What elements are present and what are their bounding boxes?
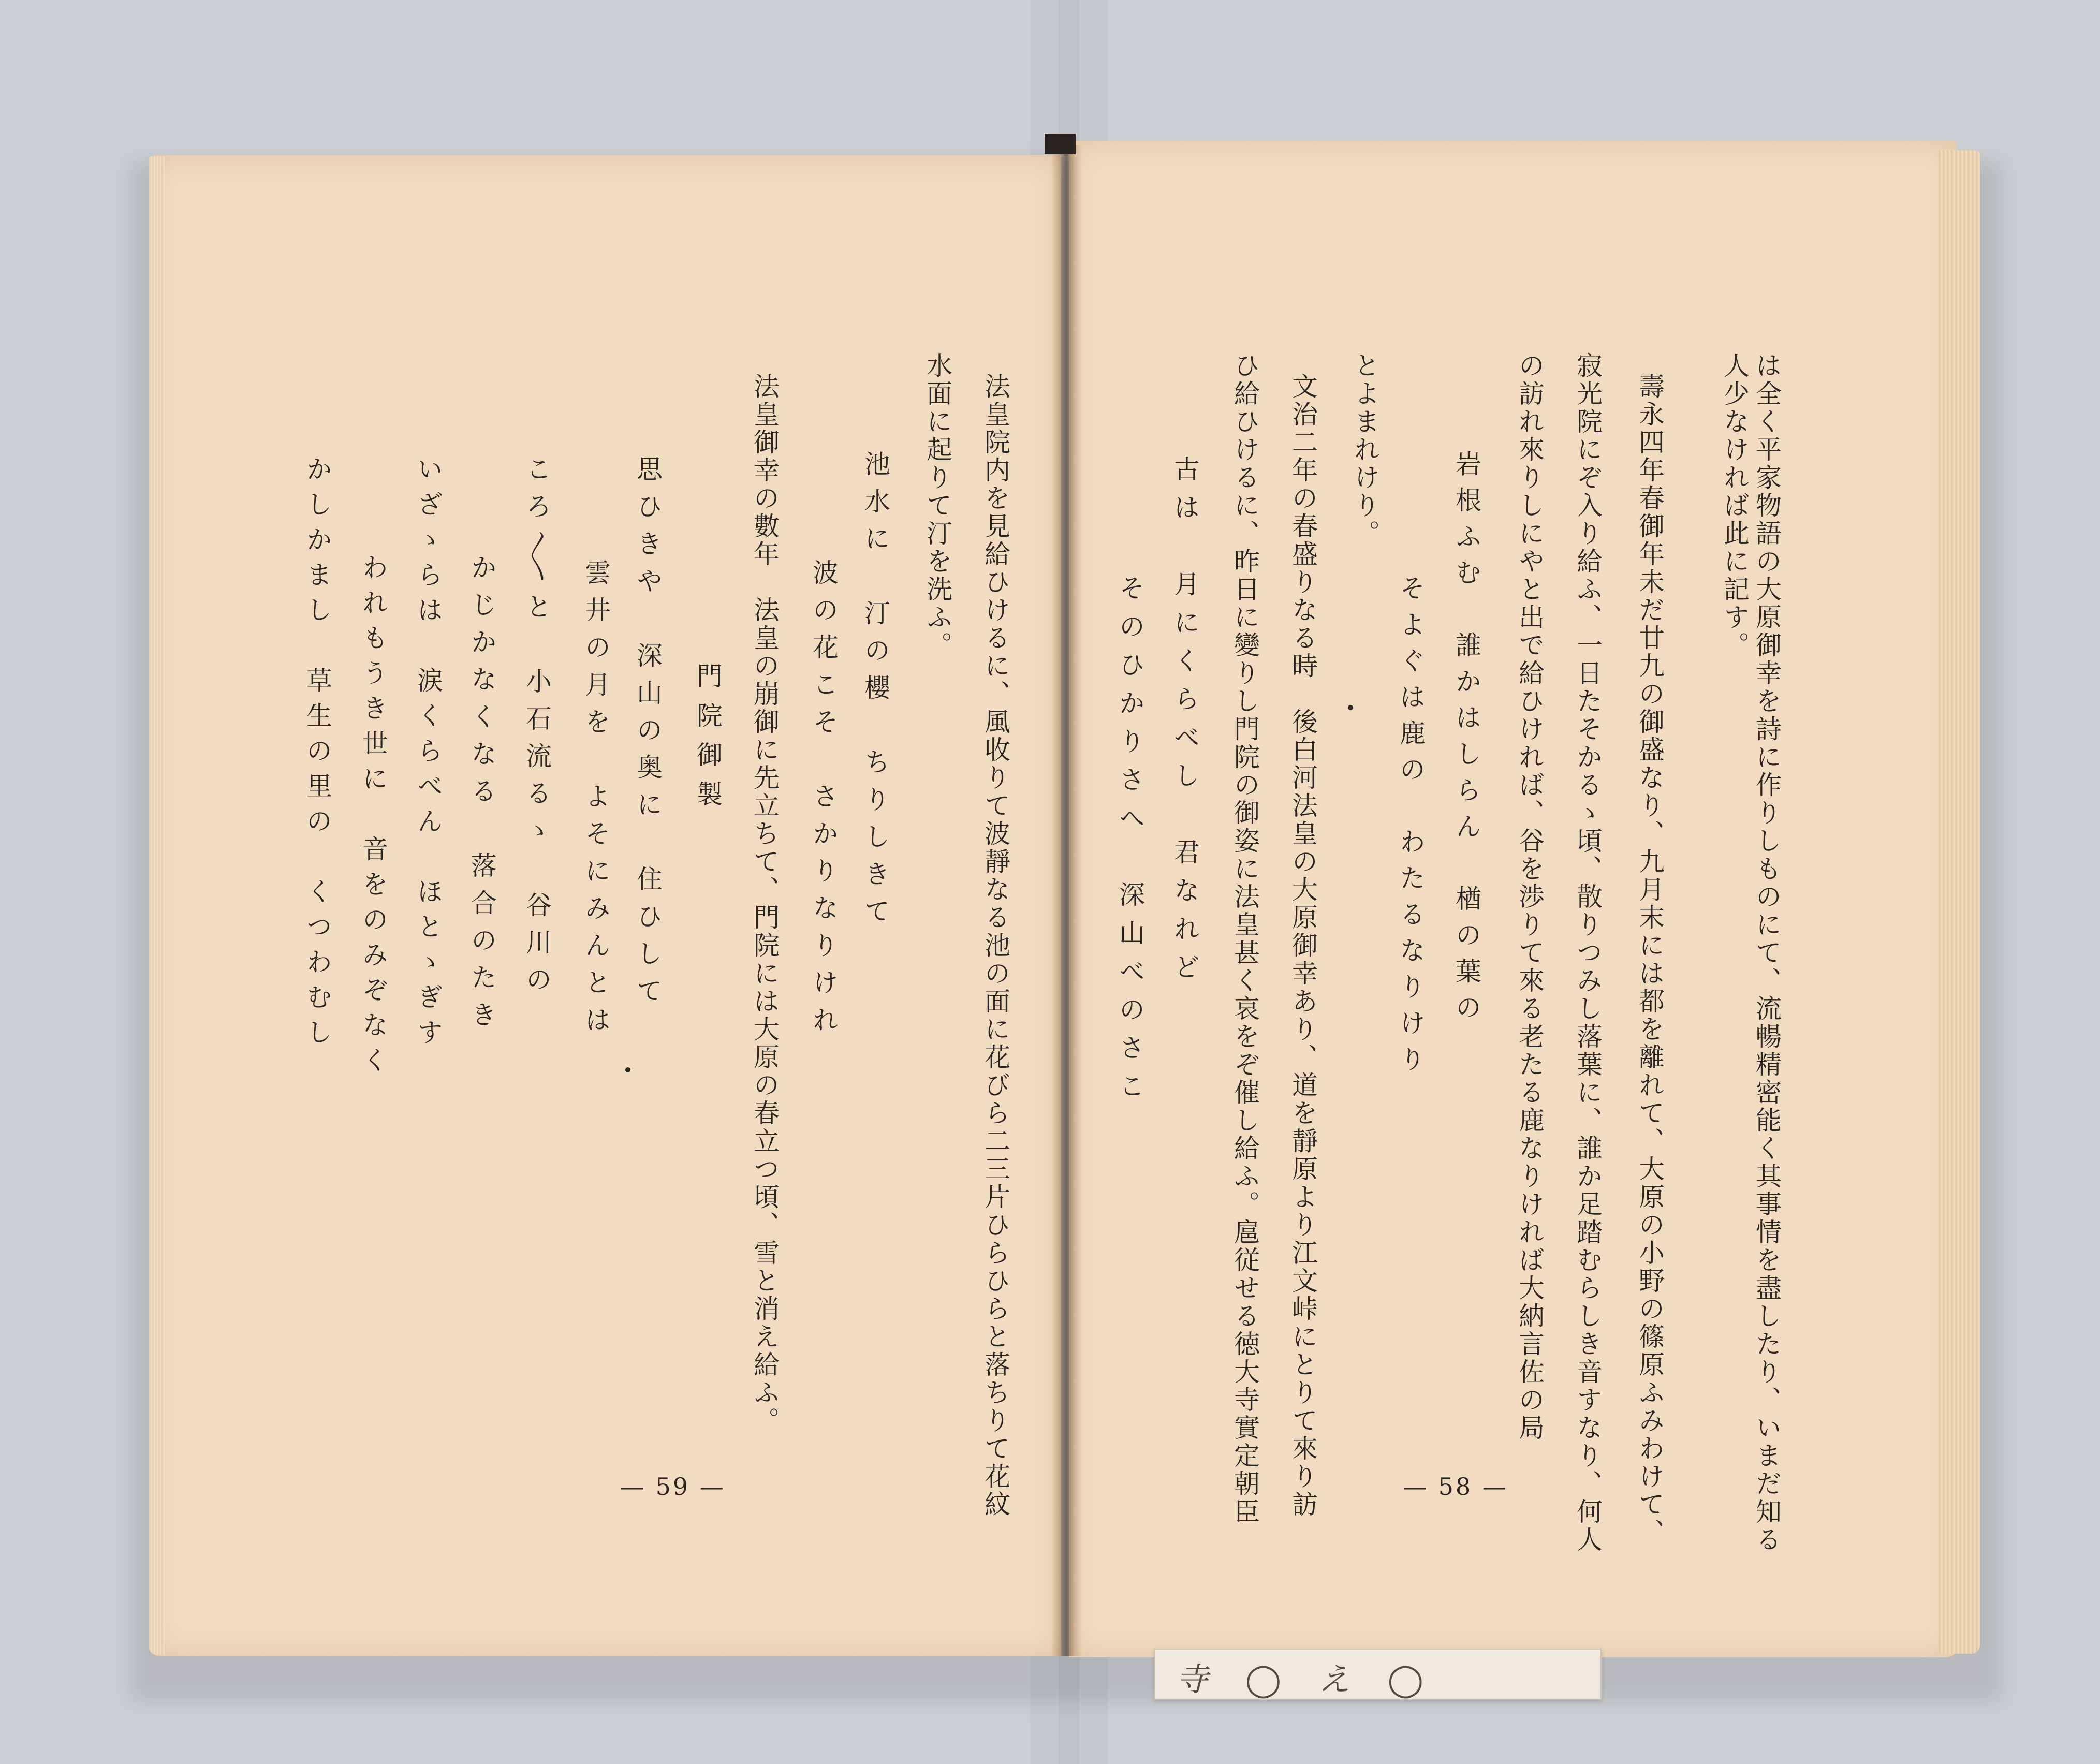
left-page-poem-2b: 雲井の月を よそにみんとは	[581, 559, 611, 1043]
right-page-col-5: の訪れ來りしにやと出で給ひければ、谷を渉りて來る老たる鹿なりければ大納言佐の局	[1515, 352, 1545, 1442]
right-page-col-3: 壽永四年春御年未だ廿九の御盛なり、九月末には都を離れて、大原の小野の篠原ふみわけて、	[1635, 373, 1665, 1547]
left-page-poem-3a: ころ〳〵と 小石流るゝ 谷川の	[522, 455, 552, 1003]
right-page-col-9: 文治二年の春盛りなる時 後白河法皇の大原御幸あり、道を靜原より江文峠にとりて來り訪	[1288, 373, 1318, 1519]
right-page-poem-1a: 岩根ふむ 誰かはしらん 楢の葉の	[1451, 450, 1481, 1030]
left-page-poem-1b: 波の花こそ さかりなりけれ	[809, 559, 839, 1043]
paper-slip-writing: 寺 ◯ え ◯	[1176, 1660, 1437, 1698]
right-page-col-1: は全く平家物語の大原御幸を詩に作りしものにて、流暢精密能く其事情を盡したり、いまだ知る	[1752, 352, 1782, 1554]
right-page-col-2: 人少なければ此に記す。	[1720, 352, 1750, 659]
right-page-poem-1b: そよぐは鹿の わたるなりけり	[1396, 575, 1426, 1082]
left-page-col-1: 法皇院内を見給ひけるに、風收りて波靜なる池の面に花びら二三片ひらひらと落ちりて花紋	[980, 373, 1010, 1519]
stray-dot-left	[625, 1067, 630, 1072]
right-page-col-4: 寂光院にぞ入り給ふ、一日たそかるゝ頃、散りつみし落葉に、誰か足踏むらしき音すなり、何人	[1573, 352, 1603, 1554]
right-page	[1069, 141, 1957, 1657]
right-page-col-8: とよまれけり。	[1350, 352, 1380, 548]
book-gutter	[1051, 145, 1082, 1656]
left-page-poem-2a: 思ひきや 深山の奥に 住ひして	[633, 455, 663, 1015]
left-page-poem-3b: かじかなくなる 落合のたき	[467, 554, 497, 1038]
left-page-col-5: 法皇御幸の數年 法皇の崩御に先立ちて、門院には大原の春立つ頃、雪と消え給ふ。	[750, 373, 780, 1435]
left-page-col-2: 水面に起りて汀を洗ふ。	[922, 352, 952, 659]
left-page-poem-4a: いざゝらは 涙くらべん ほとゝぎす	[413, 455, 443, 1054]
right-page-poem-2a: 古は 月にくらべし 君なれど	[1170, 455, 1200, 992]
left-page-edge	[149, 156, 165, 1655]
left-page-poem-5: かしかまし 草生の里の くつわむし	[302, 455, 332, 1054]
right-page-col-10: ひ給ひけるに、昨日に變りし門院の御姿に法皇甚く哀をぞ催し給ふ。扈従せる徳大寺實定朝臣	[1230, 352, 1260, 1526]
spine-top	[1045, 134, 1076, 154]
paper-slip	[1154, 1649, 1602, 1700]
right-page-poem-2b: そのひかりさへ 深山べのさこ	[1115, 575, 1145, 1111]
stray-dot-right	[1348, 705, 1353, 710]
left-page-poem-1a: 池水に 汀の櫻 ちりしきて	[860, 450, 890, 935]
right-page-edge	[1939, 150, 1980, 1654]
left-page-poem-4b: われもうき世に 音をのみぞなく	[358, 554, 388, 1082]
page-number-59: — 59 —	[620, 1473, 726, 1501]
page-number-58: — 58 —	[1403, 1473, 1508, 1501]
left-page-heading-monin-gyosei: 門院御製	[693, 663, 723, 820]
